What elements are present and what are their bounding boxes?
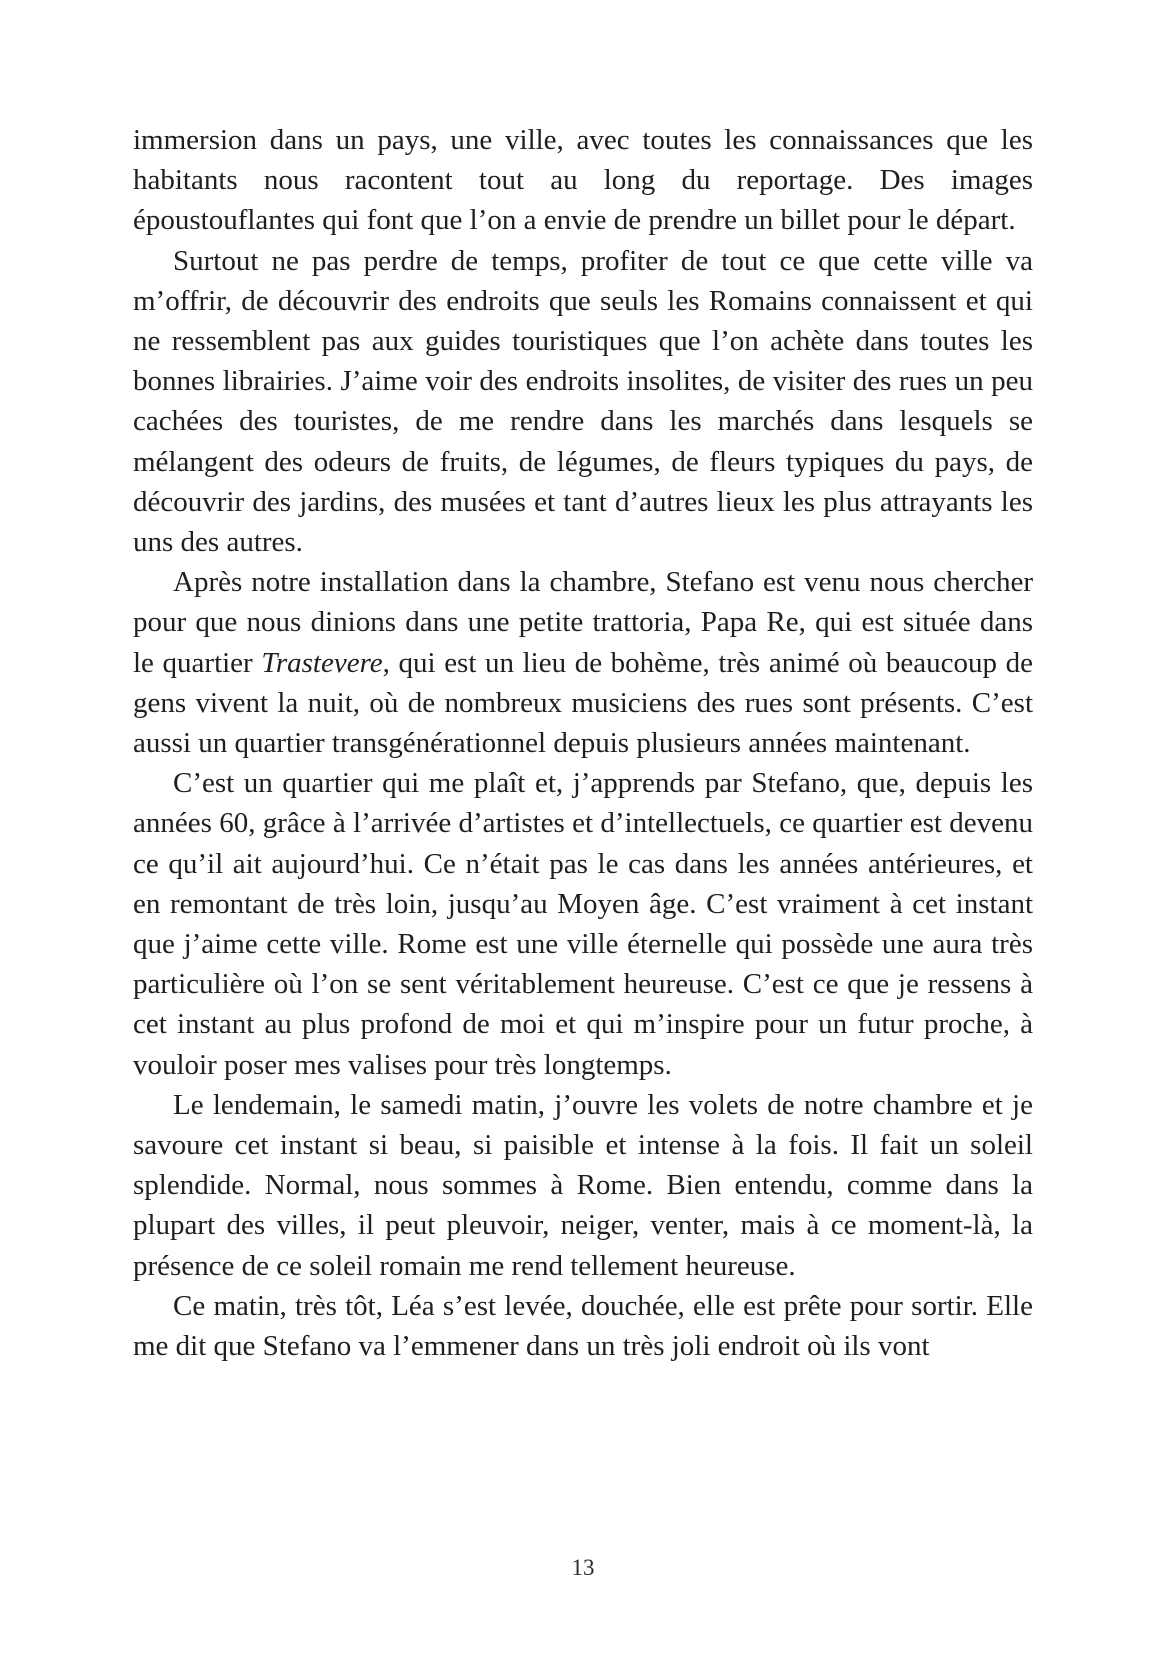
paragraph: Le lendemain, le samedi matin, j’ouvre les volets de notre chambre et je savoure cet instant si beau, si paisible et intense à la fois. Il fait un soleil splendide. Normal, nous sommes à Rome. Bien entendu, comme dans la plupart des villes, il peut pleuvoir, neiger, venter, mais à ce moment-là, la présence de ce soleil romain me rend tellement heureuse. [133, 1088, 1033, 1282]
italic-place-name: Trastevere [261, 646, 383, 679]
paragraph [133, 562, 1033, 763]
page-number: 13 [571, 1555, 595, 1580]
paragraph: C’est un quartier qui me plaît et, j’apprends par Stefano, que, depuis les années 60, grâce à l’arrivée d’artistes et d’intellectuels, ce quartier est devenu ce qu’il ait aujourd’hui. Ce n’était pas le cas dans les années antérieures, et en remontant de très loin, jusqu’au Moyen âge. C’est vraiment à cet instant que j’aime cette ville. Rome est une ville éternelle qui possède une aura très particulière où l’on se sent véritablement heureuse. C’est ce que je ressens à cet instant au plus profond de moi et qui m’inspire pour un futur proche, à vouloir poser mes valises pour très longtemps. [133, 767, 1033, 1081]
paragraph: Surtout ne pas perdre de temps, profiter de tout ce que cette ville va m’offrir, de découvrir des endroits que seuls les Romains connaissent et qui ne ressemblent pas aux guides touristiques que l’on achète dans toutes les bonnes librairies. J’aime voir des endroits insolites, de visiter des rues un peu cachées des touristes, de me rendre dans les marchés dans lesquels se mélangent des odeurs de fruits, de légumes, de fleurs typiques du pays, de découvrir des jardins, des musées et tant d’autres lieux les plus attrayants les uns des autres. [133, 244, 1033, 559]
page-body [133, 120, 1033, 1366]
paragraph: Ce matin, très tôt, Léa s’est levée, douchée, elle est prête pour sortir. Elle me dit que Stefano va l’emmener dans un très joli endroit où ils vont [133, 1289, 1033, 1363]
paragraph-text-after-italic: , qui est un lieu de bohème, très animé où beaucoup de gens vivent la nuit, où de nombreux musiciens des rues sont présents. C’est aussi un quartier transgénérationnel depuis plusieurs années maintenant. [133, 646, 1033, 760]
paragraph-text-before-italic: Après notre installation dans la chambre, Stefano est venu nous chercher pour que nous dinions dans une petite trattoria, Papa Re, qui est située dans le quartier [133, 566, 1033, 679]
paragraph: immersion dans un pays, une ville, avec toutes les connaissances que les habitants nous racontent tout au long du reportage. Des images époustouflantes qui font que l’on a envie de prendre un billet pour le départ. [133, 124, 1033, 237]
